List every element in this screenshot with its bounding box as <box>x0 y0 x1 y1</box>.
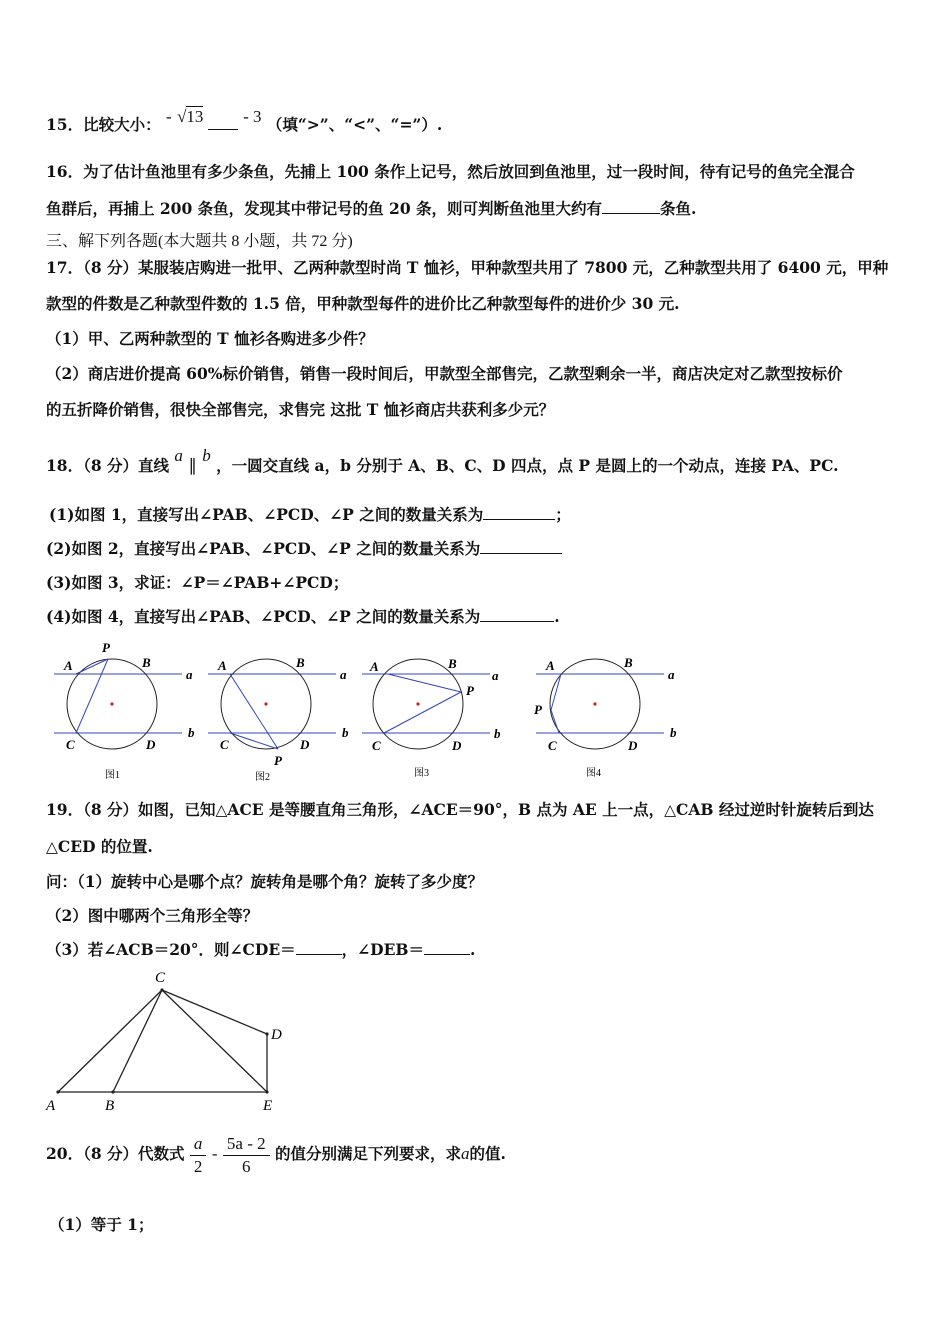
label-P: P <box>102 640 110 655</box>
label-C: C <box>220 737 229 752</box>
label-C: C <box>372 738 381 753</box>
q18-var-a: a <box>174 446 183 465</box>
segment-cb <box>113 990 162 1092</box>
figure-caption: 图4 <box>586 768 601 779</box>
q16-line2 <box>46 199 696 219</box>
frac2-numerator: 5a - 2 <box>223 1133 270 1156</box>
segment-cd <box>162 990 267 1034</box>
label-P: P <box>466 683 474 698</box>
label-D: D <box>628 738 638 753</box>
q18-var-b: b <box>202 446 211 465</box>
label-a: a <box>492 668 499 683</box>
label-C: C <box>66 737 75 752</box>
label-P: P <box>534 702 542 717</box>
q17-line1: 17．（8 分）某服装店购进一批甲、乙两种款型时尚 T 恤衫，甲种款型共用了 7800 元，乙种款型共用了 6400 元，甲种 <box>46 258 889 277</box>
label-b: b <box>494 726 501 741</box>
q19-line1: 19．（8 分）如图，已知△ACE 是等腰直角三角形，∠ACE＝90°，B 点为 AE 上一点，△CAB 经过逆时针旋转后到达 <box>46 800 874 819</box>
label-P: P <box>274 753 282 768</box>
q16-answer-blank <box>602 199 660 214</box>
q19-sub3 <box>46 940 475 960</box>
figure-4 <box>534 655 677 779</box>
q18-sub3: (3)如图 3，求证：∠P＝∠PAB+∠PCD； <box>46 573 349 592</box>
q19-cde-blank <box>296 940 342 955</box>
point-a <box>56 1090 59 1093</box>
q18-sub4-blank <box>480 607 554 622</box>
sqrt-symbol: √ <box>177 107 187 126</box>
center-dot <box>110 702 113 705</box>
q15-radicand: 13 <box>186 107 204 126</box>
q18-rest: ，一圆交直线 a，b 分别于 A、B、C、D 四点，点 P 是圆上的一个动点，连接 PA、PC. <box>216 456 839 475</box>
q18-figures <box>40 632 700 787</box>
q19-deb-blank <box>424 940 470 955</box>
label-B: B <box>624 655 633 670</box>
point-b <box>111 1090 114 1093</box>
q18-sub1 <box>49 505 571 525</box>
figure-caption: 图3 <box>414 768 429 779</box>
label-b: b <box>670 725 677 740</box>
q18-sub1-text: (1)如图 1，直接写出∠PAB、∠PCD、∠P 之间的数量关系为 <box>49 505 484 524</box>
q20-rest2: 的值. <box>469 1144 506 1163</box>
segment-ce <box>162 990 267 1092</box>
label-A: A <box>546 658 555 673</box>
frac2-denominator: 6 <box>242 1156 251 1176</box>
q18-sub2 <box>46 539 562 559</box>
segment-pa <box>551 674 561 710</box>
q20-rest1: 的值分别满足下列要求，求 <box>275 1144 462 1163</box>
q19-line2: △CED 的位置. <box>46 837 153 856</box>
label-B: B <box>448 656 457 671</box>
q18-lead: 18．（8 分）直线 <box>46 456 170 475</box>
figure-2 <box>208 655 349 783</box>
q18-sub4-text: (4)如图 4，直接写出∠PAB、∠PCD、∠P 之间的数量关系为 <box>46 607 481 626</box>
point-e <box>265 1090 268 1093</box>
label-D: D <box>271 1027 282 1043</box>
label-a: a <box>186 667 193 682</box>
label-B: B <box>296 655 305 670</box>
center-dot <box>416 702 419 705</box>
q15-answer-blank <box>208 115 238 130</box>
label-a: a <box>340 667 347 682</box>
segment-ac <box>58 990 162 1092</box>
q18-stem <box>46 446 839 476</box>
label-C: C <box>548 738 557 753</box>
label-E: E <box>263 1098 273 1114</box>
q18-sub2-text: (2)如图 2，直接写出∠PAB、∠PCD、∠P 之间的数量关系为 <box>46 539 481 558</box>
label-D: D <box>146 737 156 752</box>
q17-sub1: （1）甲、乙两种款型的 T 恤衫各购进多少件？ <box>46 329 374 348</box>
section-3-heading: 三、解下列各题(本大题共 8 小题，共 72 分) <box>46 233 353 250</box>
label-b: b <box>188 725 195 740</box>
segment-pc <box>551 710 559 733</box>
q19-sub3-end: . <box>470 940 476 959</box>
q18-sub1-end: ； <box>555 505 571 524</box>
q15-hint: （填“>”、“<”、“=”）. <box>266 115 443 134</box>
q20-stem <box>46 1132 506 1178</box>
figure-caption: 图2 <box>255 772 270 783</box>
label-a: a <box>668 667 675 682</box>
figure-1 <box>54 640 195 781</box>
q16-line2-end: 条鱼. <box>660 199 697 218</box>
frac1-denominator: 2 <box>193 1156 203 1176</box>
q15-sqrt <box>177 107 208 126</box>
q18-sub4-end: . <box>554 607 560 626</box>
q17-line2: 款型的件数是乙种款型件数的 1.5 倍，甲种款型每件的进价比乙种款型每件的进价少 30 元. <box>46 294 680 313</box>
q20-sub1: （1）等于 1； <box>49 1215 154 1234</box>
fraction-5a-minus-2-over-6 <box>223 1133 270 1178</box>
q18-sub2-blank <box>480 539 562 554</box>
point-d <box>265 1032 268 1035</box>
segment-pa <box>388 674 461 692</box>
q15-neg-sign: - <box>165 107 172 126</box>
label-A: A <box>64 658 73 673</box>
label-b: b <box>342 725 349 740</box>
q18-sub4 <box>46 607 560 627</box>
minus-sign: - <box>211 1144 218 1163</box>
q19-sub3-mid: ，∠DEB＝ <box>341 940 424 959</box>
label-A: A <box>370 659 379 674</box>
q17-sub2-line2: 的五折降价销售，很快全部售完，求售完 这批 T 恤衫商店共获利多少元？ <box>46 400 555 419</box>
q15-neg-three: - 3 <box>243 107 262 126</box>
q20-var-a: a <box>461 1144 470 1163</box>
q17-sub2-line1: （2）商店进价提高 60%标价销售，销售一段时间后，甲款型全部售完，乙款型剩余一半，商店决定对乙款型按标价 <box>46 364 843 383</box>
label-C: C <box>155 970 166 986</box>
label-B: B <box>142 655 151 670</box>
q16-line1: 16．为了估计鱼池里有多少条鱼，先捕上 100 条作上记号，然后放回到鱼池里，过一段时间，待有记号的鱼完全混合 <box>46 162 855 181</box>
q15-number: 15．比较大小： <box>46 115 161 134</box>
segment-pc <box>230 733 278 749</box>
segment-pa <box>76 659 108 674</box>
figure-3 <box>362 656 501 779</box>
label-D: D <box>300 737 310 752</box>
segment-pa <box>230 674 278 749</box>
q19-sub2: （2）图中哪两个三角形全等？ <box>46 906 259 925</box>
label-D: D <box>452 738 462 753</box>
point-c <box>160 988 163 991</box>
label-B: B <box>105 1098 115 1114</box>
q20-lead: 20．（8 分）代数式 <box>46 1144 185 1163</box>
q19-sub1: 问：（1）旋转中心是哪个点？旋转角是哪个角？旋转了多少度？ <box>46 872 484 891</box>
q15 <box>46 107 443 135</box>
label-A: A <box>46 1098 56 1114</box>
fraction-a-over-2 <box>190 1133 207 1178</box>
figure-caption: 图1 <box>105 770 120 781</box>
center-dot <box>264 702 267 705</box>
segment-pc <box>384 692 461 733</box>
center-dot <box>593 702 596 705</box>
q16-line2-text: 鱼群后，再捕上 200 条鱼，发现其中带记号的鱼 20 条，则可判断鱼池里大约有 <box>46 199 603 218</box>
label-A: A <box>218 658 227 673</box>
segment-pc <box>76 659 108 733</box>
q19-sub3-text: （3）若∠ACB＝20°．则∠CDE＝ <box>46 940 296 959</box>
q19-figure <box>40 965 300 1115</box>
frac1-numerator: a <box>190 1133 207 1156</box>
q18-parallel-symbol: ∥ <box>188 456 197 475</box>
q18-sub1-blank <box>483 505 555 520</box>
